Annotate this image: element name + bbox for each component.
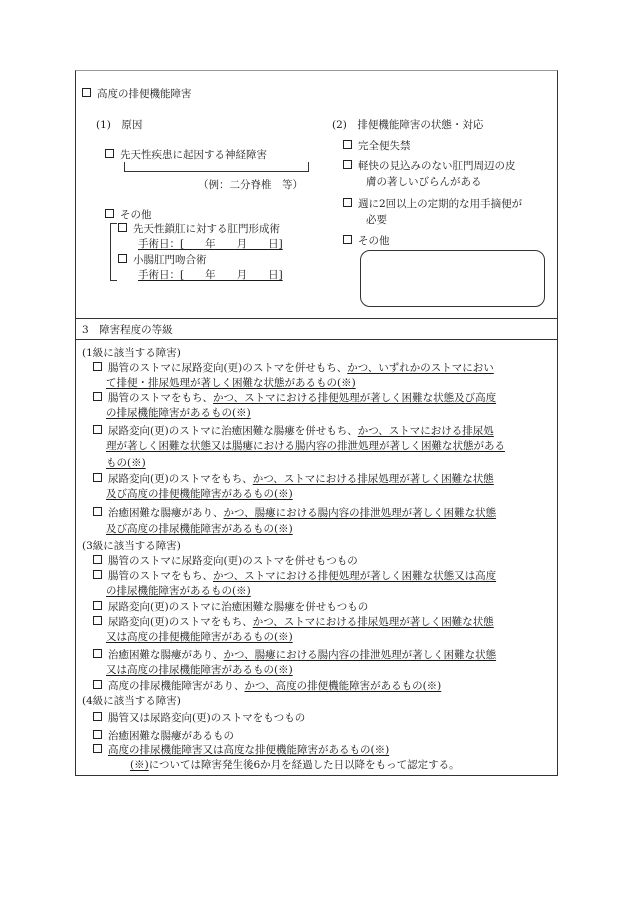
heading-text: 高度の排便機能障害 [97, 88, 192, 100]
grade4-heading: (4級に該当する障害) [82, 695, 181, 707]
list-item [93, 391, 496, 406]
grade3-heading: (3級に該当する障害) [82, 540, 181, 552]
checkbox[interactable] [105, 209, 114, 218]
list-item-cont: 理が著しく困難な状態又は腸瘻における腸内容の排泄処理が著しく困難な状態がある [106, 440, 505, 452]
surgery1 [118, 221, 280, 236]
checkbox[interactable] [105, 149, 114, 158]
item-text: 尿路変向(更)のストマに治癒困難な腸瘻を併せもつもの [108, 601, 369, 613]
example-text: （例：二分脊椎 等） [198, 179, 303, 191]
surgery1-date[interactable]: 手術日：[ 年 月 日] [138, 238, 283, 250]
checkbox[interactable] [93, 601, 102, 610]
item-text: 腸管又は尿路変向(更)のストマをもつもの [108, 712, 306, 724]
item-underlined-text: かつ、高度の排便機能障害があるもの(※) [244, 680, 442, 692]
checkbox[interactable] [93, 616, 102, 625]
item-text: 腸管のストマに尿路変向(更)のストマを併せもち、 [108, 362, 348, 374]
item-underlined-text: 高度の排尿機能障害又は高度な排便機能障害があるもの(※) [108, 744, 390, 756]
congenital-text: 先天性疾患に起因する神経障害 [120, 149, 267, 161]
status-item3-cont: 必要 [366, 214, 387, 226]
other-text: その他 [120, 209, 152, 221]
list-item-cont: 又は高度の排尿機能障害があるもの(※) [106, 664, 293, 676]
status-item4-text: その他 [358, 235, 390, 247]
list-item [93, 361, 494, 376]
item-underlined-text: かつ、ストマにおける排便処理が著しく困難な状態又は高度 [213, 570, 497, 582]
list-item [93, 600, 368, 615]
item-underlined-text: かつ、いずれかのストマにおい [347, 362, 494, 374]
item-underlined-text: かつ、ストマにおける排尿処理が著しく困難な状態 [252, 473, 494, 485]
list-item-cont: て排便・排尿処理が著しく困難な状態があるもの(※) [106, 377, 356, 389]
checkbox[interactable] [93, 744, 102, 753]
item-text: 尿路変向(更)のストマをもち、 [108, 616, 253, 628]
item-text: 腸管のストマをもち、 [108, 570, 213, 582]
checkbox[interactable] [118, 254, 127, 263]
item-underlined-text: かつ、ストマにおける排尿処理が著しく困難な状態 [252, 616, 494, 628]
list-item-cont: もの(※) [106, 457, 146, 469]
item-text: 治癒困難な腸瘻があり、 [108, 507, 224, 519]
checkbox[interactable] [343, 198, 352, 207]
item-text: 高度の排尿機能障害があり、 [108, 680, 245, 692]
list-item [93, 729, 234, 744]
item-text: 尿路変向(更)のストマに治癒困難な腸瘻を併せもち、 [108, 425, 358, 437]
grade1-heading: (1級に該当する障害) [82, 347, 181, 359]
checkbox[interactable] [343, 140, 352, 149]
status-item1-text: 完全便失禁 [358, 140, 411, 152]
status-label: (2) 排便機能障害の状態・対応 [332, 119, 484, 131]
checkbox[interactable] [93, 392, 102, 401]
status-item3 [343, 196, 522, 211]
checkbox[interactable] [343, 160, 352, 169]
checkbox[interactable] [93, 649, 102, 658]
footnote-mark: (※) [130, 759, 149, 771]
list-item [93, 679, 441, 694]
item-underlined-text: かつ、ストマにおける排尿処 [357, 425, 494, 437]
congenital-input-bracket[interactable] [124, 162, 309, 172]
status-item2 [343, 158, 516, 173]
checkbox[interactable] [93, 425, 102, 434]
list-item [93, 648, 496, 663]
other-status-textbox[interactable] [360, 250, 545, 307]
footnote-text: については障害発生後6か月を経過した日以降をもって認定する。 [148, 759, 460, 771]
list-item [93, 472, 494, 487]
surgery2-date[interactable]: 手術日：[ 年 月 日] [138, 269, 283, 281]
item-text: 腸管のストマに尿路変向(更)のストマを併せもつもの [108, 555, 358, 567]
checkbox[interactable] [93, 680, 102, 689]
status-item3-text: 週に2回以上の定期的な用手摘便が [358, 198, 523, 210]
status-item4 [343, 233, 390, 248]
list-item [93, 424, 494, 439]
checkbox[interactable] [82, 88, 91, 97]
item-text: 尿路変向(更)のストマをもち、 [108, 473, 253, 485]
other-bracket [110, 223, 117, 281]
cause-label: (1) 原因 [96, 119, 143, 131]
status-item2-cont: 膚の著しいびらんがある [366, 176, 482, 188]
list-item-cont: 及び高度の排尿機能障害があるもの(※) [106, 523, 293, 535]
grade-title: 3 障害程度の等級 [82, 324, 173, 336]
list-item-cont: 又は高度の排便機能障害があるもの(※) [106, 631, 293, 643]
list-item [93, 506, 496, 521]
checkbox[interactable] [93, 555, 102, 564]
surgery2-text: 小腸肛門吻合術 [133, 254, 207, 266]
list-item [93, 615, 494, 630]
item-underlined-text: かつ、ストマにおける排便処理が著しく困難な状態及び高度 [213, 392, 497, 404]
footnote [130, 758, 460, 773]
item-underlined-text: かつ、腸瘻における腸内容の排泄処理が著しく困難な状態 [223, 507, 497, 519]
surgery1-text: 先天性鎖肛に対する肛門形成術 [133, 223, 280, 235]
checkbox[interactable] [93, 362, 102, 371]
checkbox[interactable] [118, 223, 127, 232]
item-text: 治癒困難な腸瘻があるもの [108, 730, 234, 742]
cause-congenital [105, 147, 267, 162]
surgery2 [118, 252, 207, 267]
list-item [93, 711, 305, 726]
checkbox[interactable] [93, 473, 102, 482]
checkbox[interactable] [343, 235, 352, 244]
item-text: 治癒困難な腸瘻があり、 [108, 649, 224, 661]
item-underlined-text: かつ、腸瘻における腸内容の排泄処理が著しく困難な状態 [223, 649, 497, 661]
list-item-cont: の排尿機能障害があるもの(※) [106, 407, 251, 419]
checkbox[interactable] [93, 730, 102, 739]
bowel-heading [82, 86, 192, 101]
checkbox[interactable] [93, 712, 102, 721]
list-item [93, 569, 496, 584]
list-item-cont: 及び高度の排便機能障害があるもの(※) [106, 488, 293, 500]
list-item [93, 554, 358, 569]
list-item-cont: の排尿機能障害があるもの(※) [106, 585, 251, 597]
list-item [93, 743, 389, 758]
item-text: 腸管のストマをもち、 [108, 392, 213, 404]
cause-other [105, 207, 152, 222]
status-item1 [343, 138, 411, 153]
status-item2-text: 軽快の見込みのない肛門周辺の皮 [358, 160, 516, 172]
checkbox[interactable] [93, 507, 102, 516]
checkbox[interactable] [93, 570, 102, 579]
